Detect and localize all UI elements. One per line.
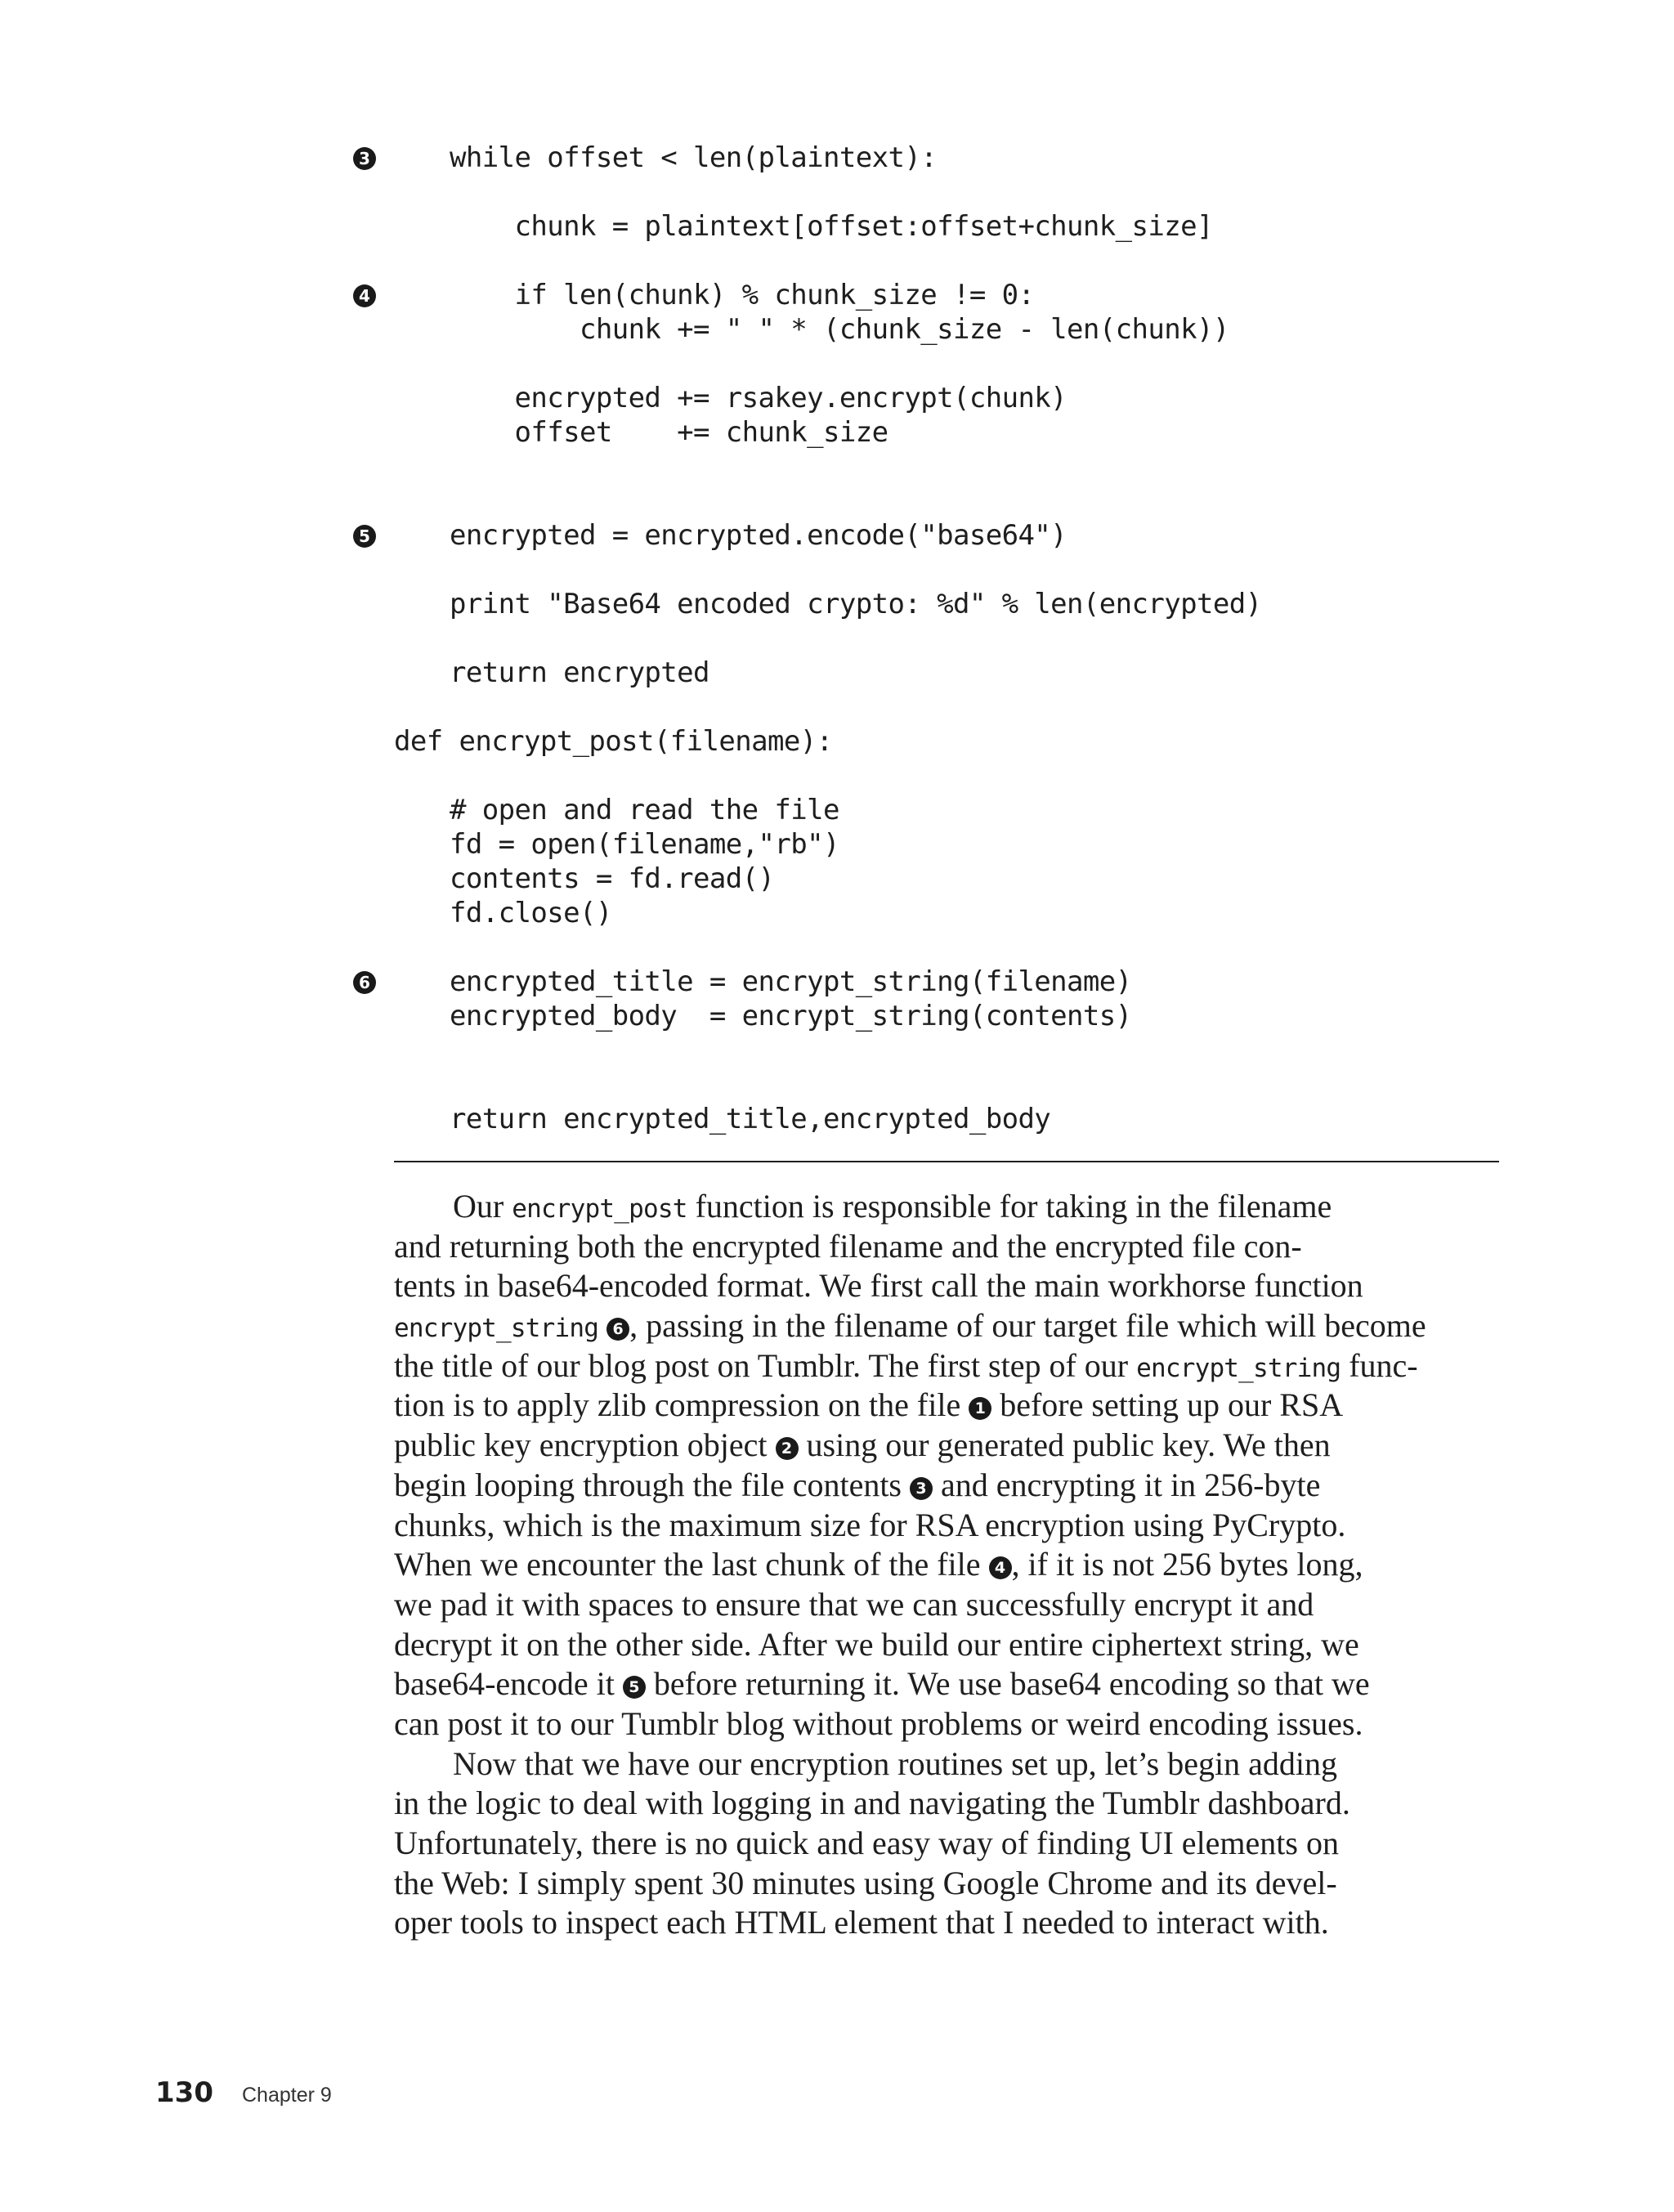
- code-line: [0, 244, 1674, 278]
- text-line: [394, 1664, 1499, 1704]
- text-run: , passing in the filename of our target file which will become: [629, 1307, 1426, 1345]
- code-line-text: chunk = plaintext[offset:offset+chunk_size]: [450, 210, 1213, 243]
- code-line: [0, 930, 1674, 965]
- text-run: the Web: I simply spent 30 minutes using Google Chrome and its devel-: [394, 1864, 1337, 1901]
- code-line-text: if len(chunk) % chunk_size != 0:: [450, 279, 1035, 311]
- code-line: [0, 862, 1674, 896]
- code-line-text: encrypted_title = encrypt_string(filename): [450, 965, 1132, 998]
- text-run: decrypt it on the other side. After we build our entire ciphertext string, we: [394, 1625, 1359, 1663]
- callout-marker-icon: 4: [353, 284, 376, 307]
- code-line: [0, 1102, 1674, 1136]
- text-run: oper tools to inspect each HTML element that I needed to interact with.: [394, 1904, 1329, 1941]
- text-line: [394, 1824, 1499, 1864]
- code-line-text: contents = fd.read(): [450, 862, 775, 895]
- code-line: [0, 827, 1674, 862]
- callout-marker-icon: 3: [910, 1477, 933, 1500]
- text-line: [394, 1625, 1499, 1665]
- inline-code: encrypt_string: [1136, 1353, 1341, 1383]
- code-line-text: return encrypted_title,encrypted_body: [450, 1103, 1051, 1135]
- text-line: [394, 1506, 1499, 1546]
- code-line: [0, 141, 1674, 175]
- text-run: func-: [1341, 1346, 1418, 1384]
- text-run: public key encryption object: [394, 1426, 776, 1464]
- body-text: [394, 1187, 1499, 1943]
- text-run: Unfortunately, there is no quick and easy way of finding UI elements on: [394, 1825, 1339, 1861]
- callout-marker-icon: 2: [776, 1437, 799, 1460]
- code-line: [0, 278, 1674, 312]
- text-line: [394, 1227, 1499, 1267]
- code-line-text: encrypted_body = encrypt_string(contents): [450, 1000, 1132, 1032]
- text-run: and returning both the encrypted filename and the encrypted file con-: [394, 1227, 1302, 1265]
- inline-code: encrypt_post: [512, 1194, 687, 1224]
- text-run: , if it is not 256 bytes long,: [1011, 1546, 1363, 1583]
- text-run: we pad it with spaces to ensure that we can successfully encrypt it and: [394, 1585, 1314, 1623]
- code-line-text: return encrypted: [450, 656, 709, 689]
- callout-marker-icon: 4: [989, 1556, 1012, 1579]
- code-line: [0, 896, 1674, 930]
- code-line: [0, 999, 1674, 1033]
- text-run: When we encounter the last chunk of the file: [394, 1546, 989, 1583]
- callout-marker-icon: 6: [353, 971, 376, 994]
- code-line-text: encrypted += rsakey.encrypt(chunk): [450, 382, 1068, 414]
- code-line: [0, 415, 1674, 450]
- code-line-text: chunk += " " * (chunk_size - len(chunk)): [450, 313, 1229, 346]
- text-run: can post it to our Tumblr blog without problems or weird encoding issues.: [394, 1704, 1363, 1742]
- code-line: [0, 656, 1674, 690]
- callout-marker-icon: 3: [353, 147, 376, 170]
- text-run: base64-encode it: [394, 1665, 623, 1703]
- text-run: before returning it. We use base64 encoding so that we: [645, 1665, 1370, 1703]
- code-line: [0, 450, 1674, 484]
- text-run: tion is to apply zlib compression on the file: [394, 1386, 969, 1424]
- text-run: [598, 1307, 606, 1344]
- code-listing-rule: [394, 1161, 1499, 1162]
- text-line: [394, 1704, 1499, 1744]
- code-line: [0, 690, 1674, 724]
- text-line: [394, 1744, 1499, 1784]
- code-line-text: print "Base64 encoded crypto: %d" % len(encrypted): [450, 588, 1262, 620]
- callout-marker-icon: 1: [969, 1397, 991, 1420]
- code-line: [0, 553, 1674, 587]
- code-line-text: fd.close(): [450, 897, 612, 929]
- code-line-text: encrypted = encrypted.encode("base64"): [450, 519, 1068, 552]
- text-line: [394, 1585, 1499, 1625]
- code-line: [0, 759, 1674, 793]
- text-run: function is responsible for taking in the filename: [687, 1188, 1332, 1225]
- code-line: [0, 518, 1674, 553]
- text-run: the title of our blog post on Tumblr. The first step of our: [394, 1346, 1137, 1384]
- code-line: [0, 347, 1674, 381]
- code-line: [0, 965, 1674, 999]
- text-run: begin looping through the file contents: [394, 1466, 910, 1503]
- text-line: [394, 1784, 1499, 1824]
- text-line: [394, 1903, 1499, 1943]
- callout-marker-icon: 5: [353, 525, 376, 548]
- text-line: [394, 1426, 1499, 1466]
- text-line: [394, 1306, 1499, 1346]
- text-line: [394, 1545, 1499, 1585]
- running-footer-chapter: Chapter 9: [242, 2084, 332, 2107]
- text-line: [394, 1386, 1499, 1426]
- text-line: [394, 1266, 1499, 1306]
- inline-code: encrypt_string: [394, 1314, 599, 1344]
- text-run: in the logic to deal with logging in and navigating the Tumblr dashboard.: [394, 1784, 1350, 1822]
- text-line: [394, 1466, 1499, 1506]
- code-line-text: # open and read the file: [450, 794, 839, 826]
- code-line: [0, 484, 1674, 518]
- text-run: chunks, which is the maximum size for RSA encryption using PyCrypto.: [394, 1506, 1346, 1543]
- text-line: [394, 1187, 1499, 1227]
- text-line: [394, 1864, 1499, 1904]
- text-run: and encrypting it in 256-byte: [933, 1466, 1321, 1503]
- text-line: [394, 1346, 1499, 1386]
- code-line: [0, 312, 1674, 347]
- callout-marker-icon: 6: [606, 1318, 629, 1341]
- code-line: [0, 724, 1674, 759]
- text-run: Now that we have our encryption routines set up, let’s begin adding: [453, 1744, 1337, 1782]
- text-run: tents in base64-encoded format. We first call the main workhorse function: [394, 1267, 1363, 1305]
- code-line: [0, 1033, 1674, 1068]
- code-line-text: fd = open(filename,"rb"): [450, 828, 839, 861]
- code-line: [0, 1068, 1674, 1102]
- code-line: [0, 209, 1674, 244]
- code-line: [0, 621, 1674, 656]
- text-run: before setting up our RSA: [991, 1386, 1344, 1424]
- code-line-text: while offset < len(plaintext):: [450, 141, 938, 174]
- text-run: using our generated public key. We then: [798, 1426, 1331, 1464]
- code-line: [0, 587, 1674, 621]
- page-number: 130: [155, 2076, 213, 2109]
- code-line: [0, 793, 1674, 827]
- text-run: Our: [453, 1188, 512, 1225]
- code-line-text: def encrypt_post(filename):: [394, 725, 833, 758]
- code-line: [0, 381, 1674, 415]
- callout-marker-icon: 5: [623, 1676, 646, 1699]
- code-line: [0, 175, 1674, 209]
- code-line-text: offset += chunk_size: [450, 416, 888, 449]
